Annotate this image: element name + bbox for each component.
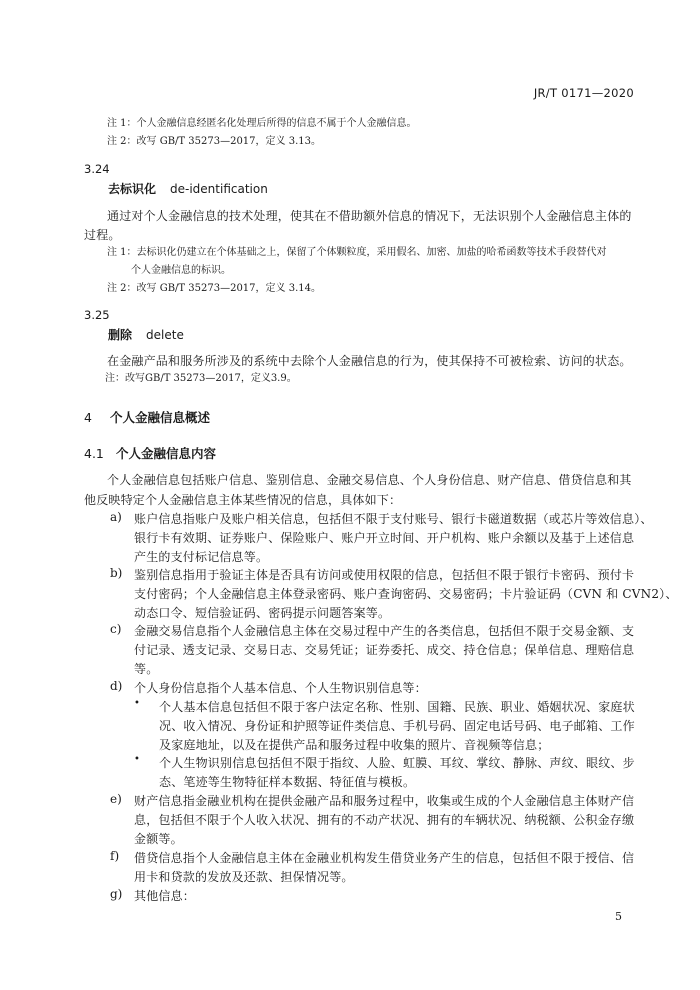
note-1: 注 1：个人金融信息经匿名化处理后所得的信息不属于个人金融信息。 <box>107 118 417 129</box>
list-item-line: 其他信息： <box>134 889 196 903</box>
list-item-line: 等。 <box>134 662 159 676</box>
list-marker: f) <box>110 849 120 863</box>
list-item-line: 个人身份信息指个人基本信息、个人生物识别信息等： <box>134 681 427 695</box>
intro-line: 他反映特定个人金融信息主体某些情况的信息，具体如下： <box>84 493 402 507</box>
section-heading-4 <box>84 408 210 426</box>
page-number: 5 <box>615 910 622 923</box>
section-number: 4.1 <box>84 446 104 461</box>
list-marker: e) <box>110 792 122 806</box>
list-item-line: 银行卡有效期、证券账户、保险账户、账户开立时间、开户机构、账户余额以及基于上述信息 <box>134 531 635 545</box>
list-item-line: 财产信息指金融业机构在提供金融产品和服务过程中，收集或生成的个人金融信息主体财产信 <box>134 794 635 808</box>
list-item-line: 支付密码；个人金融信息主体登录密码、账户查询密码、交易密码；卡片验证码（CVN 和 CVN2）、 <box>134 587 678 601</box>
section-number: 4 <box>84 410 92 425</box>
bullet-line: 态、笔迹等生物特征样本数据、特征值与模板。 <box>159 775 416 789</box>
bullet-line: 个人生物识别信息包括但不限于指纹、人脸、虹膜、耳纹、掌纹、静脉、声纹、眼纹、步 <box>159 756 635 770</box>
list-item-line: 金融交易信息指个人金融信息主体在交易过程中产生的各类信息，包括但不限于交易金额、支 <box>134 624 635 638</box>
note-2: 注 2：改写 GB/T 35273—2017，定义 3.13。 <box>107 136 321 147</box>
definition-line: 过程。 <box>84 228 121 242</box>
doc-code-header: JR/T 0171—2020 <box>533 86 634 100</box>
bullet-line: 及家庭地址，以及在提供产品和服务过程中收集的照片、音视频等信息； <box>159 738 550 752</box>
note-1: 注 1：去标识化仍建立在个体基础之上，保留了个体颗粒度，采用假名、加密、加盐的哈希函数等技术手段替代对 <box>107 247 607 258</box>
section-heading-4-1 <box>84 444 216 462</box>
list-item-line: 鉴别信息指用于验证主体是否具有访问或使用权限的信息，包括但不限于银行卡密码、预付卡 <box>134 568 635 582</box>
clause-number-3-24: 3.24 <box>84 162 110 176</box>
list-item-line: 账户信息指账户及账户相关信息，包括但不限于支付账号、银行卡磁道数据（或芯片等效信息）、 <box>134 512 653 526</box>
list-marker: g) <box>110 887 123 901</box>
term-zh: 删除 <box>108 328 133 342</box>
list-item-line: 产生的支付标记信息等。 <box>134 550 269 564</box>
term-zh: 去标识化 <box>108 182 157 196</box>
definition-line: 通过对个人金融信息的技术处理，使其在不借助额外信息的情况下，无法识别个人金融信息主体的 <box>107 209 632 223</box>
list-marker: c) <box>110 622 122 636</box>
term-delete <box>108 326 184 343</box>
list-item-line: 动态口令、短信验证码、密码提示问题答案等。 <box>134 606 391 620</box>
term-en: de-identification <box>170 182 268 196</box>
list-item-line: 用卡和贷款的发放及还款、担保情况等。 <box>134 870 354 884</box>
list-item-line: 付记录、透支记录、交易日志、交易凭证；证券委托、成交、持仓信息；保单信息、理赔信息 <box>134 643 635 657</box>
list-marker: b) <box>110 566 123 580</box>
definition-line: 在金融产品和服务所涉及的系统中去除个人金融信息的行为，使其保持不可被检索、访问的状态。 <box>107 354 632 368</box>
note: 注：改写GB/T 35273—2017，定义3.9。 <box>105 373 297 384</box>
note-2: 注 2：改写 GB/T 35273—2017，定义 3.14。 <box>107 283 321 294</box>
list-item-line: 金额等。 <box>134 832 183 846</box>
bullet-line: 况、收入情况、身份证和护照等证件类信息、手机号码、固定电话号码、电子邮箱、工作 <box>159 719 635 733</box>
bullet-marker: • <box>134 754 140 765</box>
list-item-line: 息，包括但不限于个人收入状况、拥有的不动产状况、拥有的车辆状况、纳税额、公积金存缴 <box>134 813 635 827</box>
intro-line: 个人金融信息包括账户信息、鉴别信息、金融交易信息、个人身份信息、财产信息、借贷信息和其 <box>107 473 632 487</box>
section-title: 个人金融信息概述 <box>110 410 211 425</box>
section-title: 个人金融信息内容 <box>116 446 217 461</box>
list-marker: d) <box>110 679 123 693</box>
clause-number-3-25: 3.25 <box>84 308 110 322</box>
term-de-identification <box>108 180 268 197</box>
bullet-marker: • <box>134 698 140 709</box>
list-marker: a) <box>110 510 122 524</box>
bullet-line: 个人基本信息包括但不限于客户法定名称、性别、国籍、民族、职业、婚姻状况、家庭状 <box>159 700 635 714</box>
list-item-line: 借贷信息指个人金融信息主体在金融业机构发生借贷业务产生的信息，包括但不限于授信、信 <box>134 851 635 865</box>
term-en: delete <box>146 328 184 342</box>
note-1-cont: 个人金融信息的标识。 <box>131 265 231 276</box>
